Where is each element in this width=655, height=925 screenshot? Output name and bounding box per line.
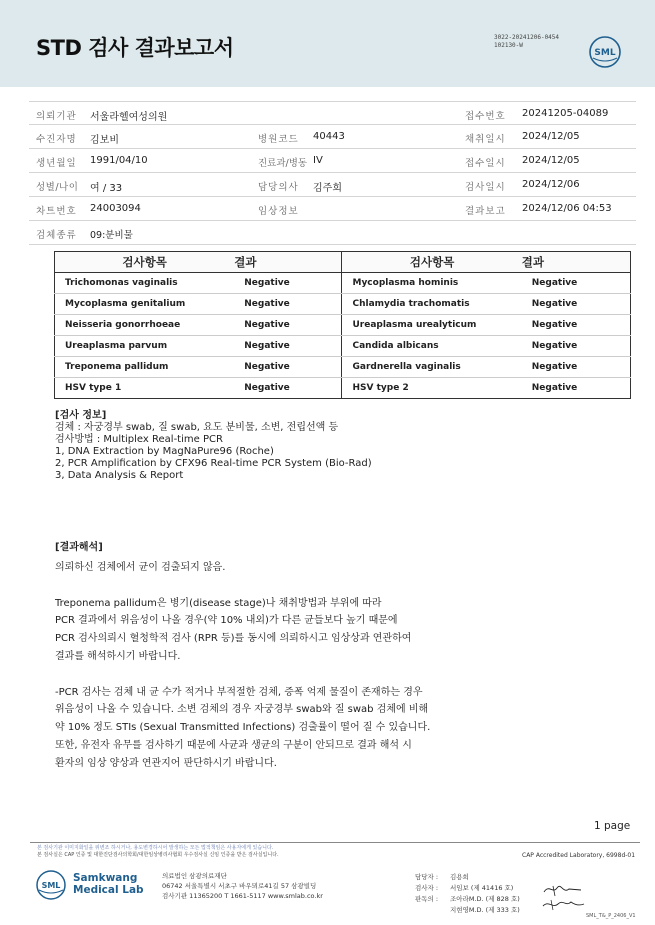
value-specimen-type: 09:분비물: [90, 230, 133, 241]
interpretation-line: -PCR 검사는 검체 내 균 수가 적거나 부적절한 검체, 증폭 억제 물질이 존재하는 경우: [55, 686, 423, 698]
interpretation-line: 또한, 유전자 유무를 검사하기 때문에 사균과 생균의 구분이 안되므로 결과 해석 시: [55, 739, 412, 751]
table-row: [55, 357, 631, 378]
patient-info: [29, 101, 636, 245]
value-patient-name: 김보비: [90, 135, 119, 146]
label-clinical-info: 임상정보: [258, 206, 299, 217]
staff-role: 담당자 :: [415, 873, 439, 881]
brand-name-line-1: Samkwang: [73, 872, 138, 884]
test-name: Chlamydia trachomatis: [342, 294, 522, 315]
test-name: Neisseria gonorrhoeae: [55, 315, 235, 336]
form-code: SML_T&_P_2406_V1: [586, 913, 636, 919]
value-receipt-date: 2024/12/05: [522, 155, 580, 166]
interpretation-line: Treponema pallidum은 병기(disease stage)나 채취방법과 부위에 따라: [55, 597, 382, 609]
interpretation-line: PCR 검사의뢰시 혈청학적 검사 (RPR 등)를 동시에 의뢰하시고 임상상과 연관하여: [55, 633, 412, 645]
value-sex-age: 여 / 33: [90, 183, 123, 194]
interpretation-spacer: [55, 666, 430, 684]
value-receipt-no: 20241205-04089: [522, 108, 609, 119]
test-name: Mycoplasma genitalium: [55, 294, 235, 315]
test-name: Ureaplasma parvum: [55, 336, 235, 357]
table-row: [55, 315, 631, 336]
value-department: IV: [313, 155, 323, 166]
value-report-date: 2024/12/06 04:53: [522, 203, 612, 214]
info-row: [29, 173, 636, 197]
label-chart-no: 차트번호: [36, 206, 77, 217]
footer-accreditation: 본 검사실은 CAP 인증 및 대한진단검사의학회/대한임상병리사협회 우수검사실 신임 인증을 받은 검사실입니다.: [37, 852, 279, 858]
label-receipt-date: 접수일시: [465, 158, 506, 169]
test-result: Negative: [522, 315, 631, 336]
interpretation-line: PCR 결과에서 위음성이 나올 경우(약 10% 내외)가 다른 균들보다 높기 때문에: [55, 615, 398, 627]
header-result: 결과: [234, 252, 342, 273]
staff-row: [415, 872, 520, 883]
value-doctor: 김주희: [313, 183, 342, 194]
test-name: Candida albicans: [342, 336, 522, 357]
interpretation-line: 의뢰하신 검체에서 균이 검출되지 않음.: [55, 562, 226, 573]
test-name: Treponema pallidum: [55, 357, 235, 378]
label-birth-date: 생년월일: [36, 158, 77, 169]
brand-name-line-2: Medical Lab: [73, 884, 144, 896]
test-result: Negative: [522, 294, 631, 315]
interpretation-line: 환자의 임상 양상과 연관지어 판단하시기 바랍니다.: [55, 757, 277, 769]
exam-info-line: 2, PCR Amplification by CFX96 Real-time PCR System (Bio-Rad): [55, 458, 372, 469]
value-hospital-code: 40443: [313, 131, 345, 142]
staff-name: 김용희: [450, 873, 469, 881]
info-row: [29, 101, 636, 125]
test-result: Negative: [522, 273, 631, 294]
lab-address: [162, 871, 323, 901]
footer-divider: [30, 842, 640, 843]
value-chart-no: 24003094: [90, 203, 141, 214]
test-name: Ureaplasma urealyticum: [342, 315, 522, 336]
footer-disclaimer: 본 검사기관 이미지화일을 위변조 하시거나, 용도변경하시어 발생하는 모든 법적책임은 사용자에게 있습니다.: [37, 845, 274, 851]
document-number-line-1: 3022-20241206-0454: [494, 34, 560, 41]
test-result: Negative: [522, 336, 631, 357]
table-row: [55, 336, 631, 357]
info-row: [29, 197, 636, 221]
label-test-date: 검사일시: [465, 182, 506, 193]
info-row: [29, 149, 636, 173]
staff-role: 판독의 :: [415, 895, 439, 903]
staff-row: [415, 905, 520, 916]
document-number: [494, 34, 559, 50]
exam-info-line: 검체 : 자궁경부 swab, 질 swab, 요도 분비물, 소변, 전립선액 등: [55, 422, 339, 433]
test-result: Negative: [522, 378, 631, 399]
results-header-row: [55, 252, 631, 273]
test-result: Negative: [522, 357, 631, 378]
value-test-date: 2024/12/06: [522, 179, 580, 190]
info-row: [29, 221, 636, 245]
test-name: HSV type 2: [342, 378, 522, 399]
exam-info-line: 3, Data Analysis & Report: [55, 470, 184, 481]
label-specimen-type: 검체종류: [36, 230, 77, 241]
label-department: 진료과/병동: [258, 158, 308, 169]
lab-contact: 검사기관 11365200 T 1661-5117 www.smlab.co.kr: [162, 892, 323, 900]
label-collection-date: 채취일시: [465, 134, 506, 145]
signature-icon: [541, 880, 586, 912]
label-report-date: 결과보고: [465, 206, 506, 217]
cap-accreditation: CAP Accredited Laboratory, 6998d-01: [522, 852, 636, 859]
page-number: 1 page: [594, 820, 631, 832]
test-result: Negative: [234, 378, 342, 399]
brand-name: [73, 872, 144, 896]
table-row: [55, 294, 631, 315]
header-test-item: 검사항목: [342, 252, 522, 273]
document-number-line-2: 102130-W: [494, 42, 523, 49]
test-result: Negative: [234, 273, 342, 294]
label-hospital-code: 병원코드: [258, 134, 299, 145]
exam-info-heading: [검사 정보]: [55, 410, 107, 421]
lab-staff: [415, 872, 520, 916]
value-collection-date: 2024/12/05: [522, 131, 580, 142]
page-title: STD 검사 결과보고서: [36, 36, 234, 60]
sml-logo: [589, 36, 621, 68]
test-result: Negative: [234, 336, 342, 357]
test-result: Negative: [234, 315, 342, 336]
table-row: [55, 378, 631, 399]
label-patient-name: 수진자명: [36, 134, 77, 145]
interpretation-line: 약 10% 정도 STIs (Sexual Transmitted Infections) 검출률이 떨어 질 수 있습니다.: [55, 722, 431, 734]
test-name: Gardnerella vaginalis: [342, 357, 522, 378]
test-result: Negative: [234, 294, 342, 315]
exam-info: [55, 410, 372, 482]
staff-name: 지현영M.D. (제 333 호): [450, 906, 520, 914]
header-result: 결과: [522, 252, 631, 273]
info-row: [29, 125, 636, 149]
staff-row: [415, 883, 520, 894]
label-sex-age: 성별/나이: [36, 182, 79, 193]
staff-name: 조아라M.D. (제 828 호): [450, 895, 520, 903]
exam-info-line: 1, DNA Extraction by MagNaPure96 (Roche): [55, 446, 274, 457]
table-row: [55, 273, 631, 294]
test-name: HSV type 1: [55, 378, 235, 399]
test-name: Trichomonas vaginalis: [55, 273, 235, 294]
interpretation-line: 위음성이 나올 수 있습니다. 소변 검체의 경우 자궁경부 swab와 질 swab 검체에 비해: [55, 704, 429, 716]
label-doctor: 담당의사: [258, 182, 299, 193]
interpretation-line: 결과를 해석하시기 바랍니다.: [55, 650, 181, 662]
samkwang-logo-text: SML: [41, 881, 61, 890]
test-name: Mycoplasma hominis: [342, 273, 522, 294]
label-receipt-no: 접수번호: [465, 111, 506, 122]
lab-street-address: 06742 서울특별시 서초구 바우뫼로41길 57 삼광빌딩: [162, 882, 317, 890]
staff-row: [415, 894, 520, 905]
interpretation: [55, 538, 430, 773]
sml-logo-text: SML: [594, 48, 616, 58]
value-birth-date: 1991/04/10: [90, 155, 148, 166]
results-table: [54, 251, 631, 399]
exam-info-line: 검사방법 : Multiplex Real-time PCR: [55, 434, 223, 445]
staff-name: 서임보 (제 41416 호): [450, 884, 514, 892]
header-test-item: 검사항목: [55, 252, 235, 273]
value-institution: 서울라헬여성의원: [90, 112, 168, 123]
label-institution: 의뢰기관: [36, 111, 77, 122]
lab-name: 의료법인 삼광의료재단: [162, 872, 227, 880]
samkwang-logo-icon: [36, 870, 66, 900]
staff-role: 검사자 :: [415, 884, 439, 892]
interpretation-heading: [결과해석]: [55, 542, 103, 553]
test-result: Negative: [234, 357, 342, 378]
interpretation-spacer: [55, 577, 430, 595]
